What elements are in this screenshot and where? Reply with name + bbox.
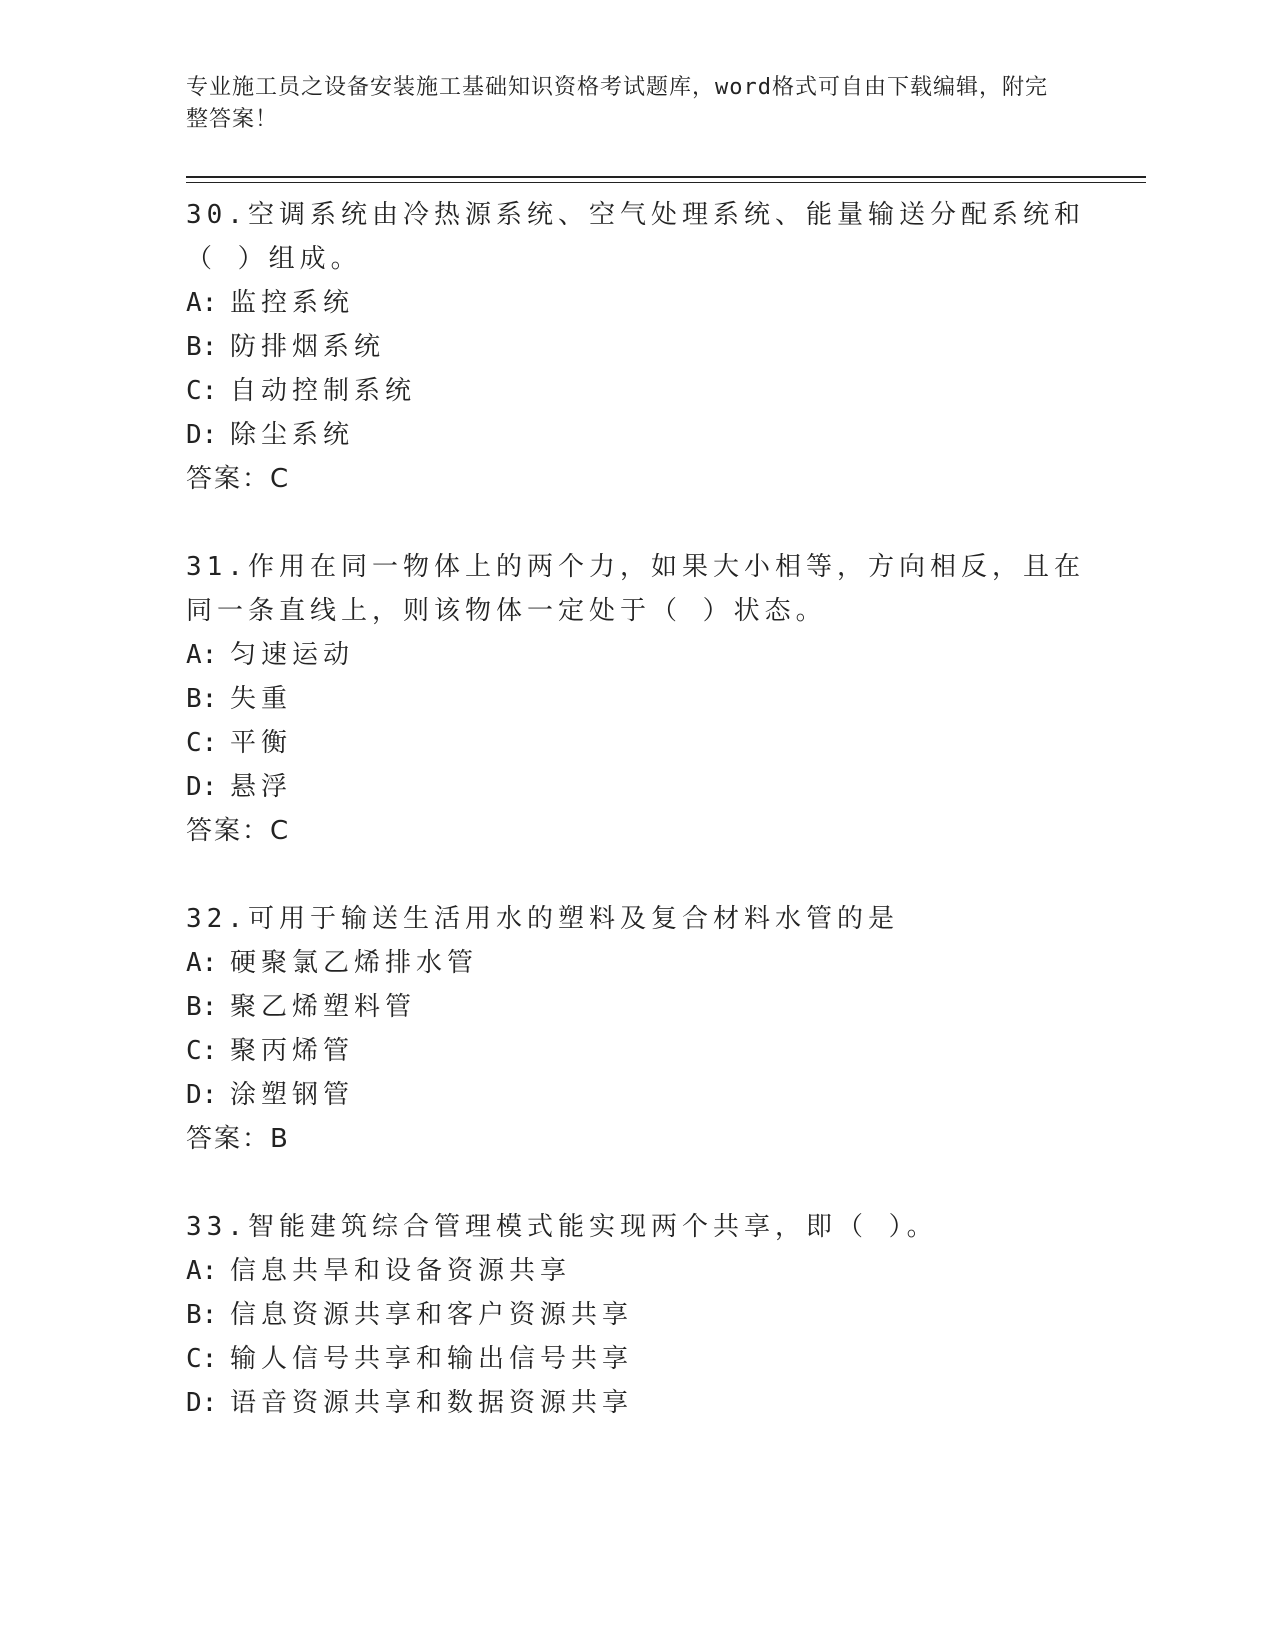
answer-line: 答案：C [186,464,291,494]
option-text: 平衡 [230,728,293,758]
question-spacer [186,853,1146,897]
option-c [186,1029,1146,1073]
option-text: 自动控制系统 [230,376,417,406]
option-text: 除尘系统 [230,420,355,450]
question-stem: 31.作用在同一物体上的两个力，如果大小相等，方向相反，且在同一条直线上，则该物体一定处于（ ）状态。 [186,552,1085,626]
option-letter: B: [186,1300,218,1330]
question-33 [186,1205,1146,1425]
option-letter: C: [186,1036,218,1066]
question-spacer [186,1161,1146,1205]
option-text: 聚乙烯塑料管 [230,992,417,1022]
document-page [186,72,1146,1425]
option-letter: B: [186,684,218,714]
option-text: 涂塑钢管 [230,1080,355,1110]
option-d [186,1073,1146,1117]
document-header: 专业施工员之设备安装施工基础知识资格考试题库，word格式可自由下载编辑，附完整答案！ [186,75,1048,132]
option-letter: D: [186,772,218,802]
option-text: 悬浮 [230,772,293,802]
option-a [186,633,1146,677]
option-c [186,1337,1146,1381]
option-letter: C: [186,728,218,758]
option-d [186,765,1146,809]
option-text: 语音资源共享和数据资源共享 [230,1388,634,1418]
option-d [186,413,1146,457]
option-text: 聚丙烯管 [230,1036,355,1066]
option-text: 硬聚氯乙烯排水管 [230,948,479,978]
question-32 [186,897,1146,1161]
option-a [186,281,1146,325]
option-a [186,1249,1146,1293]
option-letter: D: [186,1388,218,1418]
option-b [186,677,1146,721]
option-letter: B: [186,332,218,362]
option-text: 防排烟系统 [230,332,386,362]
option-letter: A: [186,640,218,670]
option-text: 信息共旱和设备资源共享 [230,1256,572,1286]
option-text: 监控系统 [230,288,355,318]
question-stem: 33.智能建筑综合管理模式能实现两个共享，即（ ）。 [186,1212,938,1242]
question-spacer [186,501,1146,545]
option-text: 输人信号共享和输出信号共享 [230,1344,634,1374]
option-text: 匀速运动 [230,640,355,670]
option-b [186,325,1146,369]
option-letter: D: [186,420,218,450]
header-divider [186,176,1146,183]
question-31 [186,545,1146,853]
answer-line: 答案：C [186,816,291,846]
option-b [186,1293,1146,1337]
option-letter: B: [186,992,218,1022]
option-letter: C: [186,376,218,406]
option-text: 失重 [230,684,293,714]
option-letter: C: [186,1344,218,1374]
option-b [186,985,1146,1029]
option-c [186,369,1146,413]
answer-line: 答案：B [186,1124,290,1154]
option-letter: D: [186,1080,218,1110]
question-stem: 30.空调系统由冷热源系统、空气处理系统、能量输送分配系统和（ ）组成。 [186,200,1085,274]
option-letter: A: [186,288,218,318]
option-text: 信息资源共享和客户资源共享 [230,1300,634,1330]
option-c [186,721,1146,765]
option-letter: A: [186,1256,218,1286]
option-d [186,1381,1146,1425]
option-a [186,941,1146,985]
question-30 [186,193,1146,501]
question-stem: 32.可用于输送生活用水的塑料及复合材料水管的是 [186,904,899,934]
option-letter: A: [186,948,218,978]
